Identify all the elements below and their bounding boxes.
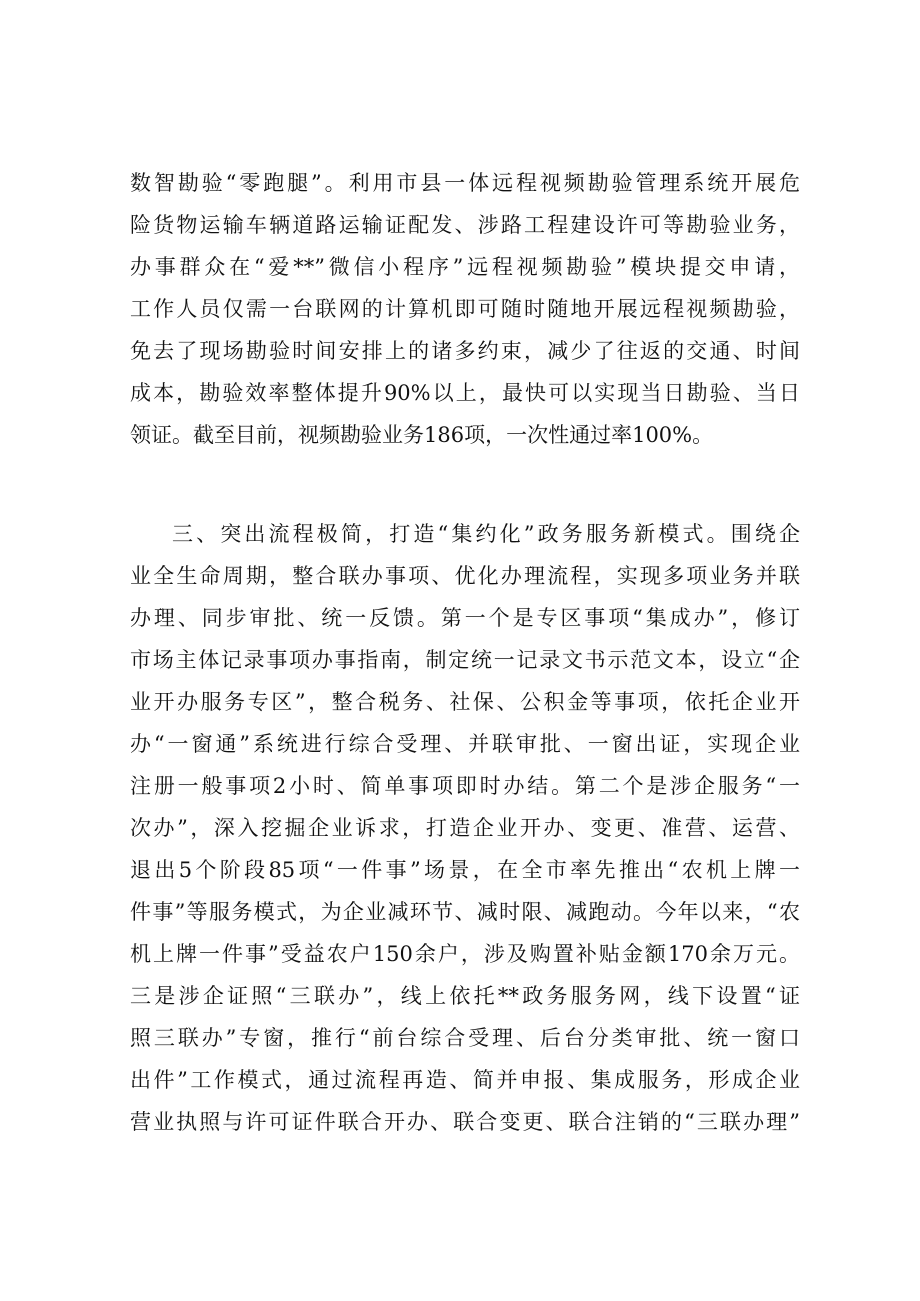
text-line: 机上牌一件事”受益农户150余户，涉及购置补贴金额170余万元。: [130, 942, 800, 966]
text-line: 办理、同步审批、统一反馈。第一个是专区事项“集成办”，修订: [130, 606, 800, 630]
paragraph-process-simplification: [130, 513, 800, 1143]
text-line: 办“一窗通”系统进行综合受理、并联审批、一窗出证，实现企业: [130, 732, 800, 756]
text-line: 件事”等服务模式，为企业减环节、减时限、减跑动。今年以来，“农: [130, 900, 800, 924]
text-line: 成本，勘验效率整体提升90%以上，最快可以实现当日勘验、当日: [130, 381, 800, 405]
text-line: 次办”，深入挖掘企业诉求，打造企业开办、变更、准营、运营、: [130, 816, 800, 840]
text-line: 营业执照与许可证件联合开办、联合变更、联合注销的“三联办理”: [130, 1110, 800, 1134]
text-line: 办事群众在“爱**”微信小程序”远程视频勘验”模块提交申请，: [130, 255, 800, 279]
text-line: 业全生命周期，整合联办事项、优化办理流程，实现多项业务并联: [130, 564, 800, 588]
text-line: 三是涉企证照“三联办”，线上依托**政务服务网，线下设置“证: [130, 984, 800, 1008]
text-line: 三、突出流程极简，打造“集约化”政务服务新模式。围绕企: [172, 522, 800, 546]
paragraph-remote-inspection: [130, 162, 800, 456]
text-line: 免去了现场勘验时间安排上的诸多约束，减少了往返的交通、时间: [130, 339, 800, 363]
text-line: 领证。截至目前，视频勘验业务186项，一次性通过率100%。: [130, 423, 714, 447]
text-line: 险货物运输车辆道路运输证配发、涉路工程建设许可等勘验业务，: [130, 213, 800, 237]
text-line: 注册一般事项2小时、简单事项即时办结。第二个是涉企服务“一: [130, 774, 800, 798]
text-line: 出件”工作模式，通过流程再造、简并申报、集成服务，形成企业: [130, 1068, 800, 1092]
text-line: 数智勘验“零跑腿”。利用市县一体远程视频勘验管理系统开展危: [130, 171, 800, 195]
text-line: 工作人员仅需一台联网的计算机即可随时随地开展远程视频勘验，: [130, 297, 800, 321]
text-line: 退出5个阶段85项“一件事”场景，在全市率先推出“农机上牌一: [130, 858, 800, 882]
text-line: 市场主体记录事项办事指南，制定统一记录文书示范文本，设立“企: [130, 648, 800, 672]
text-line: 照三联办”专窗，推行“前台综合受理、后台分类审批、统一窗口: [130, 1026, 800, 1050]
text-line: 业开办服务专区”，整合税务、社保、公积金等事项，依托企业开: [130, 690, 800, 714]
